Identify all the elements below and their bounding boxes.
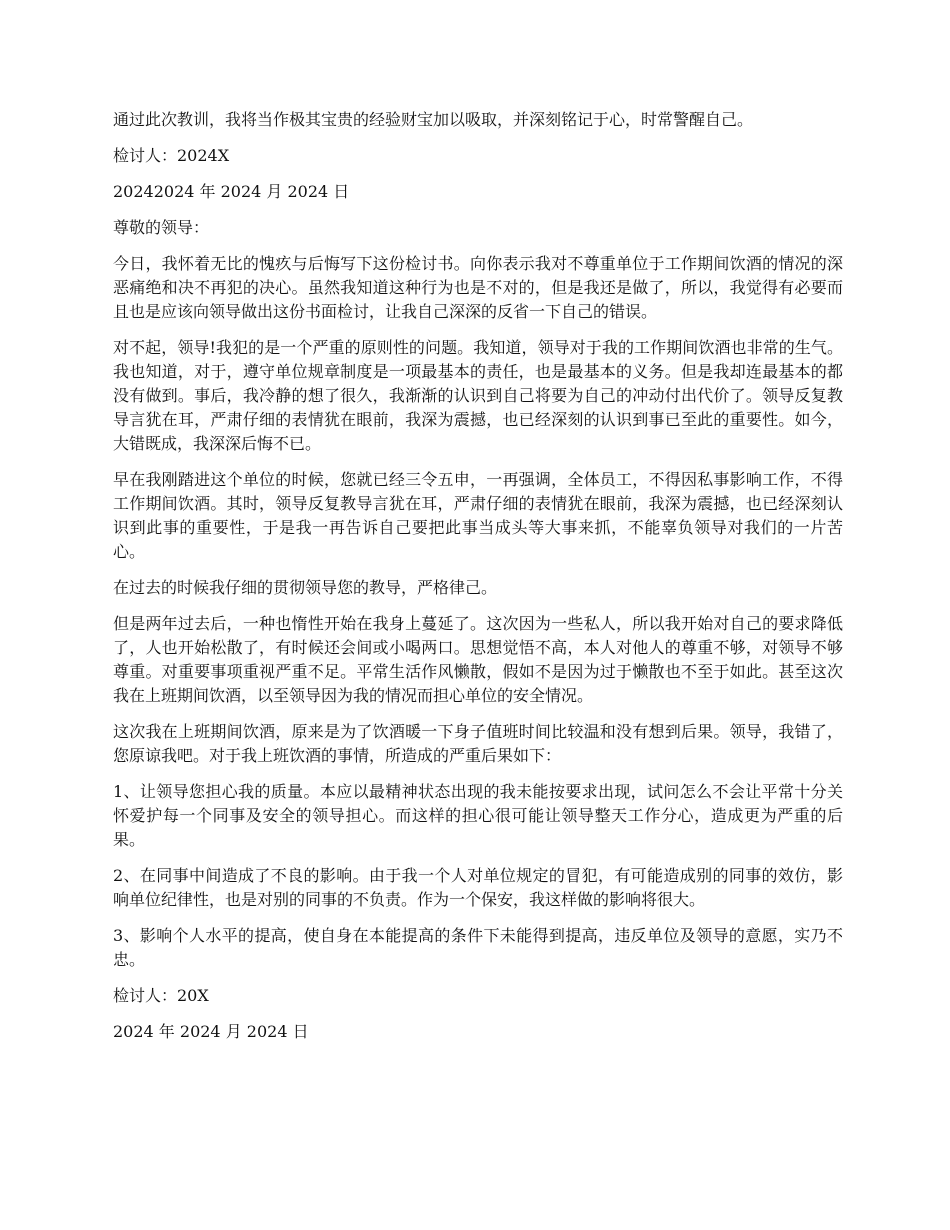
signature-line-2: 检讨人：20X <box>113 986 209 1005</box>
signature-line-1: 检讨人：2024X <box>113 146 230 165</box>
paragraph-background: 早在我刚踏进这个单位的时候，您就已经三令五申，一再强调，全体员工，不得因私事影响工作，不得工作期间饮酒。其时，领导反复教导言犹在耳，严肃仔细的表情犹在眼前，我深为震撼，也已经深刻认识到此事的重要性，于是我一再告诉自己要把此事当成头等大事来抓，不能辜负领导对我们的一片苦心。 <box>113 470 843 561</box>
document-page <box>113 108 843 1056</box>
date-line-2: 2024 年 2024 月 2024 日 <box>113 1022 309 1041</box>
paragraph-lesson: 通过此次教训，我将当作极其宝贵的经验财宝加以吸取，并深刻铭记于心，时常警醒自己。 <box>113 110 754 129</box>
salutation: 尊敬的领导： <box>113 218 210 237</box>
paragraph-past: 在过去的时候我仔细的贯彻领导您的教导，严格律己。 <box>113 578 498 597</box>
consequence-item-3: 3、影响个人水平的提高，使自身在本能提高的条件下未能得到提高，违反单位及领导的意愿，实乃不忠。 <box>113 926 843 969</box>
paragraph-decline: 但是两年过去后，一种也惰性开始在我身上蔓延了。这次因为一些私人，所以我开始对自己的要求降低了，人也开始松散了，有时候还会间或小喝两口。思想觉悟不高，本人对他人的尊重不够，对领导不够尊重。对重要事项重视严重不足。平常生活作风懒散，假如不是因为过于懒散也不至于如此。甚至这次我在上班期间饮酒，以至领导因为我的情况而担心单位的安全情况。 <box>113 614 843 705</box>
consequence-item-2: 2、在同事中间造成了不良的影响。由于我一个人对单位规定的冒犯，有可能造成别的同事的效仿，影响单位纪律性，也是对别的同事的不负责。作为一个保安，我这样做的影响将很大。 <box>113 866 843 909</box>
consequence-item-1: 1、让领导您担心我的质量。本应以最精神状态出现的我未能按要求出现，试问怎么不会让平常十分关怀爱护每一个同事及安全的领导担心。而这样的担心很可能让领导整天工作分心，造成更为严重的后果。 <box>113 782 843 849</box>
paragraph-apology: 对不起，领导!我犯的是一个严重的原则性的问题。我知道，领导对于我的工作期间饮酒也非常的生气。我也知道，对于，遵守单位规章制度是一项最基本的责任，也是最基本的义务。但是我却连最基本的都没有做到。事后，我冷静的想了很久，我渐渐的认识到自己将要为自己的冲动付出代价了。领导反复教导言犹在耳，严肃仔细的表情犹在眼前，我深为震撼，也已经深刻的认识到事已至此的重要性。如今，大错既成，我深深后悔不已。 <box>113 338 843 453</box>
paragraph-intro: 今日，我怀着无比的愧疚与后悔写下这份检讨书。向你表示我对不尊重单位于工作期间饮酒的情况的深恶痛绝和决不再犯的决心。虽然我知道这种行为也是不对的，但是我还是做了，所以，我觉得有必要而且也是应该向领导做出这份书面检讨，让我自己深深的反省一下自己的错误。 <box>113 254 843 321</box>
date-line-1: 20242024 年 2024 月 2024 日 <box>113 182 350 201</box>
paragraph-incident: 这次我在上班期间饮酒，原来是为了饮酒暖一下身子值班时间比较温和没有想到后果。领导，我错了，您原谅我吧。对于我上班饮酒的事情，所造成的严重后果如下： <box>113 722 843 765</box>
